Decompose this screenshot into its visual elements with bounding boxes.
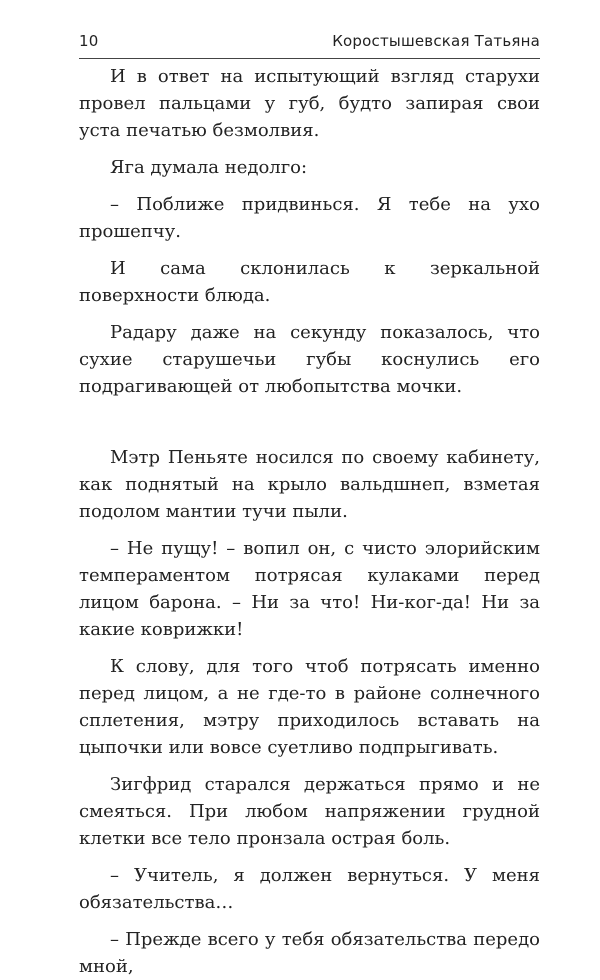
paragraph: – Поближе придвинься. Я тебе на ухо прошепчу. bbox=[79, 194, 540, 242]
paragraph: – Не пущу! – вопил он, с чисто элорийским темпераментом потрясая кулаками перед лицом барона. – Ни за что! Ни-ког-да! Ни за какие коврижки! bbox=[79, 538, 540, 640]
paragraph: К слову, для того чтоб потрясать именно перед лицом, а не где-то в районе солнечного сплетения, мэтру приходилось вставать на цыпочки или вовсе суетливо подпрыгивать. bbox=[79, 656, 540, 758]
paragraph: И сама склонилась к зеркальной поверхности блюда. bbox=[79, 258, 540, 306]
page-header bbox=[79, 24, 540, 59]
page-body bbox=[79, 63, 540, 980]
paragraph: Зигфрид старался держаться прямо и не смеяться. При любом напряжении грудной клетки все тело пронзала острая боль. bbox=[79, 774, 540, 849]
paragraph: Мэтр Пеньяте носился по своему кабинету, как поднятый на крыло вальдшнеп, взметая подолом мантии тучи пыли. bbox=[79, 447, 540, 522]
section-break bbox=[79, 410, 540, 444]
paragraph: И в ответ на испытующий взгляд старухи провел пальцами у губ, будто запирая свои уста печатью безмолвия. bbox=[79, 66, 540, 141]
running-title: Коростышевская Татьяна bbox=[332, 32, 540, 50]
paragraph: Радару даже на секунду показалось, что сухие старушечьи губы коснулись его подрагивающей от любопытства мочки. bbox=[79, 322, 540, 397]
paragraph: – Учитель, я должен вернуться. У меня обязательства… bbox=[79, 865, 540, 913]
paragraph: Яга думала недолго: bbox=[110, 157, 308, 178]
page-number: 10 bbox=[79, 32, 99, 50]
paragraph: – Прежде всего у тебя обязательства передо мной, bbox=[79, 929, 540, 977]
